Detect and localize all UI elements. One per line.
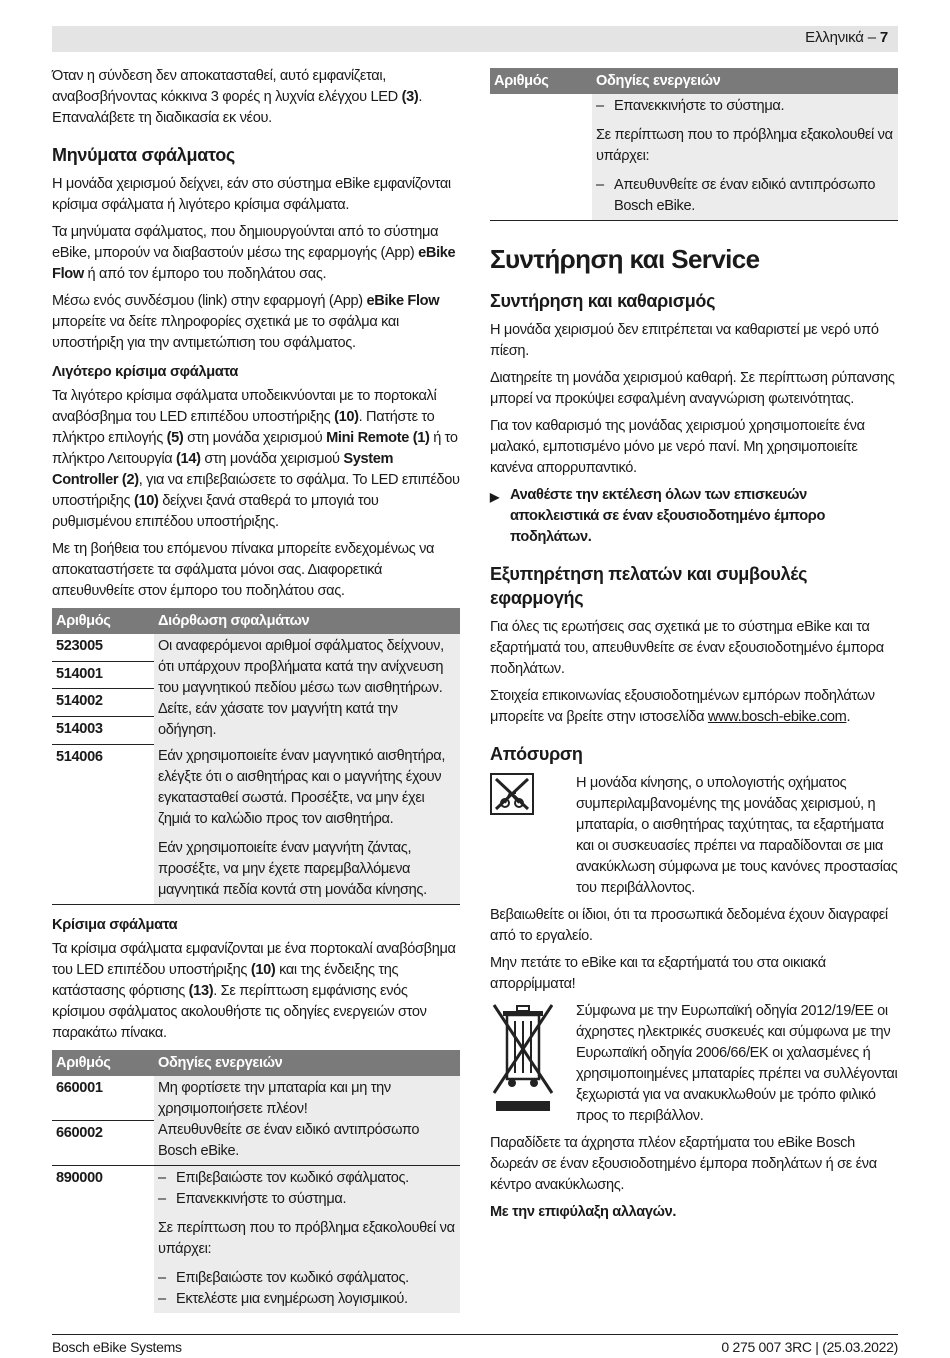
table1-code: 514002 — [52, 689, 154, 717]
table1-text-b — [154, 744, 460, 905]
service-paragraph-1: Για όλες τις ερωτήσεις σας σχετικά με το σύστημα eBike και τα εξαρτήματά του, απευθυνθείτε σε έναν εξουσιοδοτημένο έμπορα ποδηλάτων. — [490, 619, 884, 677]
dash-item: – Επανεκκινήστε το σύστημα. — [596, 98, 785, 114]
dash-item: – Απευθυνθείτε σε έναν ειδικό αντιπρόσωπο Bosch eBike. — [596, 177, 876, 214]
service-paragraph-2: Στοιχεία επικοινωνίας εξουσιοδοτημένων εμπόρων ποδηλάτων μπορείτε να βρείτε στην ιστοσελίδα www.bosch-ebike.com. — [490, 688, 875, 725]
crossed-bin-icon — [490, 1001, 576, 1127]
header-text — [805, 29, 888, 46]
disposal-paragraph-1: Η μονάδα κίνησης, ο υπολογιστής οχήματος συμπεριλαμβανομένης της μονάδας χειρισμού, η μπαταρία, ο αισθητήρας ταχύτητας, τα εξαρτήματα και οι συσκευασίες πρέπει να παραδίδονται σε μια ανακύκλωση σύμφωνα με τους κανόνες προστασίας του περιβάλλοντος. — [576, 775, 898, 896]
page-number: 7 — [879, 29, 888, 46]
maintenance-title: Συντήρηση και Service — [490, 244, 760, 274]
error-correction-table — [52, 608, 460, 905]
table2-code: 660002 — [52, 1120, 154, 1165]
critical-heading: Κρίσιμα σφάλματα — [52, 917, 178, 933]
dash-item: – Εκτελέστε μια ενημέρωση λογισμικού. — [158, 1291, 408, 1307]
bosch-ebike-link[interactable]: www.bosch-ebike.com — [707, 709, 847, 725]
disposal-heading: Απόσυρση — [490, 744, 583, 764]
less-critical-heading: Λιγότερο κρίσιμα σφάλματα — [52, 364, 239, 380]
table1-code: 523005 — [52, 634, 154, 661]
disposal-paragraph-5: Παραδίδετε τα άχρηστα πλέον εξαρτήματα του eBike Bosch δωρεάν σε έναν εξουσιοδοτημένο έμπορα ποδηλάτων ή σε ένα κέντρο ανακύκλωσης. — [490, 1135, 877, 1193]
table1-text-a: Οι αναφερόμενοι αριθμοί σφάλματος δείχνουν, ότι υπάρχουν προβλήματα κατά την ανίχνευση του μαγνητικού πεδίου μέσω των αισθητήρων. Δείτε, εάν χάσατε τον μαγνήτη κατά την οδήγηση. — [154, 634, 460, 744]
disposal-paragraph-2: Βεβαιωθείτε οι ίδιοι, ότι τα προσωπικά δεδομένα έχουν διαγραφεί από το εργαλείο. — [490, 907, 888, 944]
intro-paragraph: Όταν η σύνδεση δεν αποκατασταθεί, αυτό εμφανίζεται, αναβοσβήνοντας κόκκινα 3 φορές η λυχνία ελέγχου LED (3). Επαναλάβετε τη διαδικασία εκ νέου. — [52, 68, 423, 126]
cleaning-heading: Συντήρηση και καθαρισμός — [490, 291, 716, 311]
repair-instruction: ▶ Αναθέστε την εκτέλεση όλων των επισκευών αποκλειστικά σε έναν εξουσιοδοτημένο έμπορο ποδηλάτων. — [490, 485, 898, 548]
table2-code: 660001 — [52, 1076, 154, 1120]
table2-text-b2: Σε περίπτωση που το πρόβλημα εξακολουθεί να υπάρχει: — [158, 1220, 455, 1257]
footer-company: Bosch eBike Systems — [52, 1339, 182, 1355]
footer-divider — [52, 1334, 898, 1335]
table2-header-actions: Οδηγίες ενεργειών — [154, 1050, 460, 1076]
table2-text-b — [154, 1166, 460, 1314]
action-instructions-table — [52, 1050, 460, 1313]
disposal-row-2 — [490, 1001, 898, 1127]
cleaning-paragraph-2: Διατηρείτε τη μονάδα χειρισμού καθαρή. Σε περίπτωση ρύπανσης μπορεί να προκύψει εσφαλμένη αναγνώριση φωτεινότητας. — [490, 370, 895, 407]
errors-paragraph-3: Μέσω ενός συνδέσμου (link) στην εφαρμογή (App) eBike Flow μπορείτε να δείτε πληροφορίες σχετικά με το σφάλμα και υποστήριξη για την αντιμετώπιση του σφάλματος. — [52, 293, 440, 351]
table1-header-number: Αριθμός — [52, 608, 154, 634]
errors-paragraph-1: Η μονάδα χειρισμού δείχνει, εάν στο σύστημα eBike εμφανίζονται κρίσιμα σφάλματα ή λιγότερο κρίσιμα σφάλματα. — [52, 176, 451, 213]
left-column — [52, 66, 460, 1323]
service-heading: Εξυπηρέτηση πελατών και συμβουλές εφαρμογής — [490, 564, 808, 608]
table2-code: 890000 — [52, 1166, 154, 1314]
disposal-row-1 — [490, 773, 898, 899]
disposal-paragraph-3: Μην πετάτε το eBike και τα εξαρτήματά του στα οικιακά απορρίμματα! — [490, 955, 826, 992]
errors-heading: Μηνύματα σφάλματος — [52, 145, 235, 165]
action-instructions-table-continued — [490, 68, 898, 221]
table3-header-actions: Οδηγίες ενεργειών — [592, 68, 898, 94]
table1-text-b2: Εάν χρησιμοποιείτε έναν μαγνήτη ζάντας, προσέξτε, να μην έχετε παρεμβαλλόμενα μαγνητικά πεδία κοντά στη μονάδα κίνησης. — [158, 840, 427, 898]
table1-header-fix: Διόρθωση σφαλμάτων — [154, 608, 460, 634]
dash-item: – Επιβεβαιώστε τον κωδικό σφάλματος. — [158, 1170, 409, 1186]
header-bar — [52, 26, 898, 52]
table2-text-a1: Μη φορτίσετε την μπαταρία και μη την χρησιμοποιήσετε πλέον! — [158, 1080, 391, 1117]
table2-text-a2: Απευθυνθείτε σε έναν ειδικό αντιπρόσωπο Bosch eBike. — [158, 1122, 420, 1159]
table3-header-number: Αριθμός — [490, 68, 592, 94]
header-language: Ελληνικά — [805, 29, 864, 46]
no-household-waste-icon — [490, 773, 576, 899]
table3-text-2: Σε περίπτωση που το πρόβλημα εξακολουθεί να υπάρχει: — [596, 127, 893, 164]
table3-text — [592, 94, 898, 221]
triangle-arrow-icon: ▶ — [490, 490, 499, 504]
subject-to-change: Με την επιφύλαξη αλλαγών. — [490, 1204, 677, 1220]
critical-paragraph: Τα κρίσιμα σφάλματα εμφανίζονται με ένα πορτοκαλί αναβόσβημα του LED επιπέδου υποστήριξης (10) και της ένδειξης της κατάστασης φόρτισης (13). Σε περίπτωση εμφάνισης ενός κρίσιμου σφάλματος ακολουθήστε τις οδηγίες ενεργειών στον παρακάτω πίνακα. — [52, 941, 456, 1041]
footer-doc-number: 0 275 007 3RC | (25.03.2022) — [721, 1339, 898, 1355]
errors-paragraph-2: Τα μηνύματα σφάλματος, που δημιουργούνται από το σύστημα eBike, μπορούν να διαβαστούν μέσω της εφαρμογής (App) eBike Flow ή από τον έμπορο του ποδηλάτου σας. — [52, 224, 456, 282]
table1-text-b1: Εάν χρησιμοποιείτε έναν μαγνητικό αισθητήρα, ελέγξτε ότι ο αισθητήρας και ο μαγνήτης έχουν εγκατασταθεί σωστά. Προσέξτε, να μην έχει ζημιά το καλώδιο προς τον αισθητήρα. — [158, 748, 446, 827]
disposal-paragraph-4: Σύμφωνα με την Ευρωπαϊκή οδηγία 2012/19/ΕΕ οι άχρηστες ηλεκτρικές συσκευές και σύμφωνα με την Ευρωπαϊκή οδηγία 2006/66/ΕΚ οι χαλασμένες ή χρησιμοποιημένες μπαταρίες πρέπει να συλλέγονται ξεχωριστά για να ανακυκλωθούν με τρόπο φιλικό προς το περιβάλλον. — [576, 1003, 898, 1124]
right-column — [490, 68, 898, 1229]
cleaning-paragraph-3: Για τον καθαρισμό της μονάδας χειρισμού χρησιμοποιείτε ένα μαλακό, εμποτισμένο μόνο με νερό πανί. Μη χρησιμοποιείτε κανένα απορρυπαντικό. — [490, 418, 865, 476]
table2-text-a — [154, 1076, 460, 1166]
header-separator: – — [867, 29, 876, 46]
dash-item: – Επιβεβαιώστε τον κωδικό σφάλματος. — [158, 1270, 409, 1286]
table1-code: 514001 — [52, 661, 154, 689]
less-critical-paragraph-1: Τα λιγότερο κρίσιμα σφάλματα υποδεικνύονται με το πορτοκαλί αναβόσβημα του LED επιπέδου υποστήριξης (10). Πατήστε το πλήκτρο επιλογής (5) στη μονάδα χειρισμού Mini Remote (1) ή το πλήκτρο Λειτουργία (14) στη μονάδα χειρισμού System Controller (2), για να επιβεβαιώσετε το σφάλμα. Το LED επιπέδου υποστήριξης (10) δείχνει ξανά σταθερά το μπογιά του ρυθμισμένου επιπέδου υποστήριξης. — [52, 388, 460, 530]
table1-code: 514006 — [52, 744, 154, 905]
table2-header-number: Αριθμός — [52, 1050, 154, 1076]
cleaning-paragraph-1: Η μονάδα χειρισμού δεν επιτρέπεται να καθαριστεί με νερό υπό πίεση. — [490, 322, 879, 359]
table1-code: 514003 — [52, 716, 154, 744]
less-critical-paragraph-2: Με τη βοήθεια του επόμενου πίνακα μπορείτε ενδεχομένως να αποκαταστήσετε τα σφάλματα μόνοι σας. Διαφορετικά απευθυνθείτε στον έμπορο του ποδηλάτου σας. — [52, 541, 435, 599]
dash-item: – Επανεκκινήστε το σύστημα. — [158, 1191, 347, 1207]
